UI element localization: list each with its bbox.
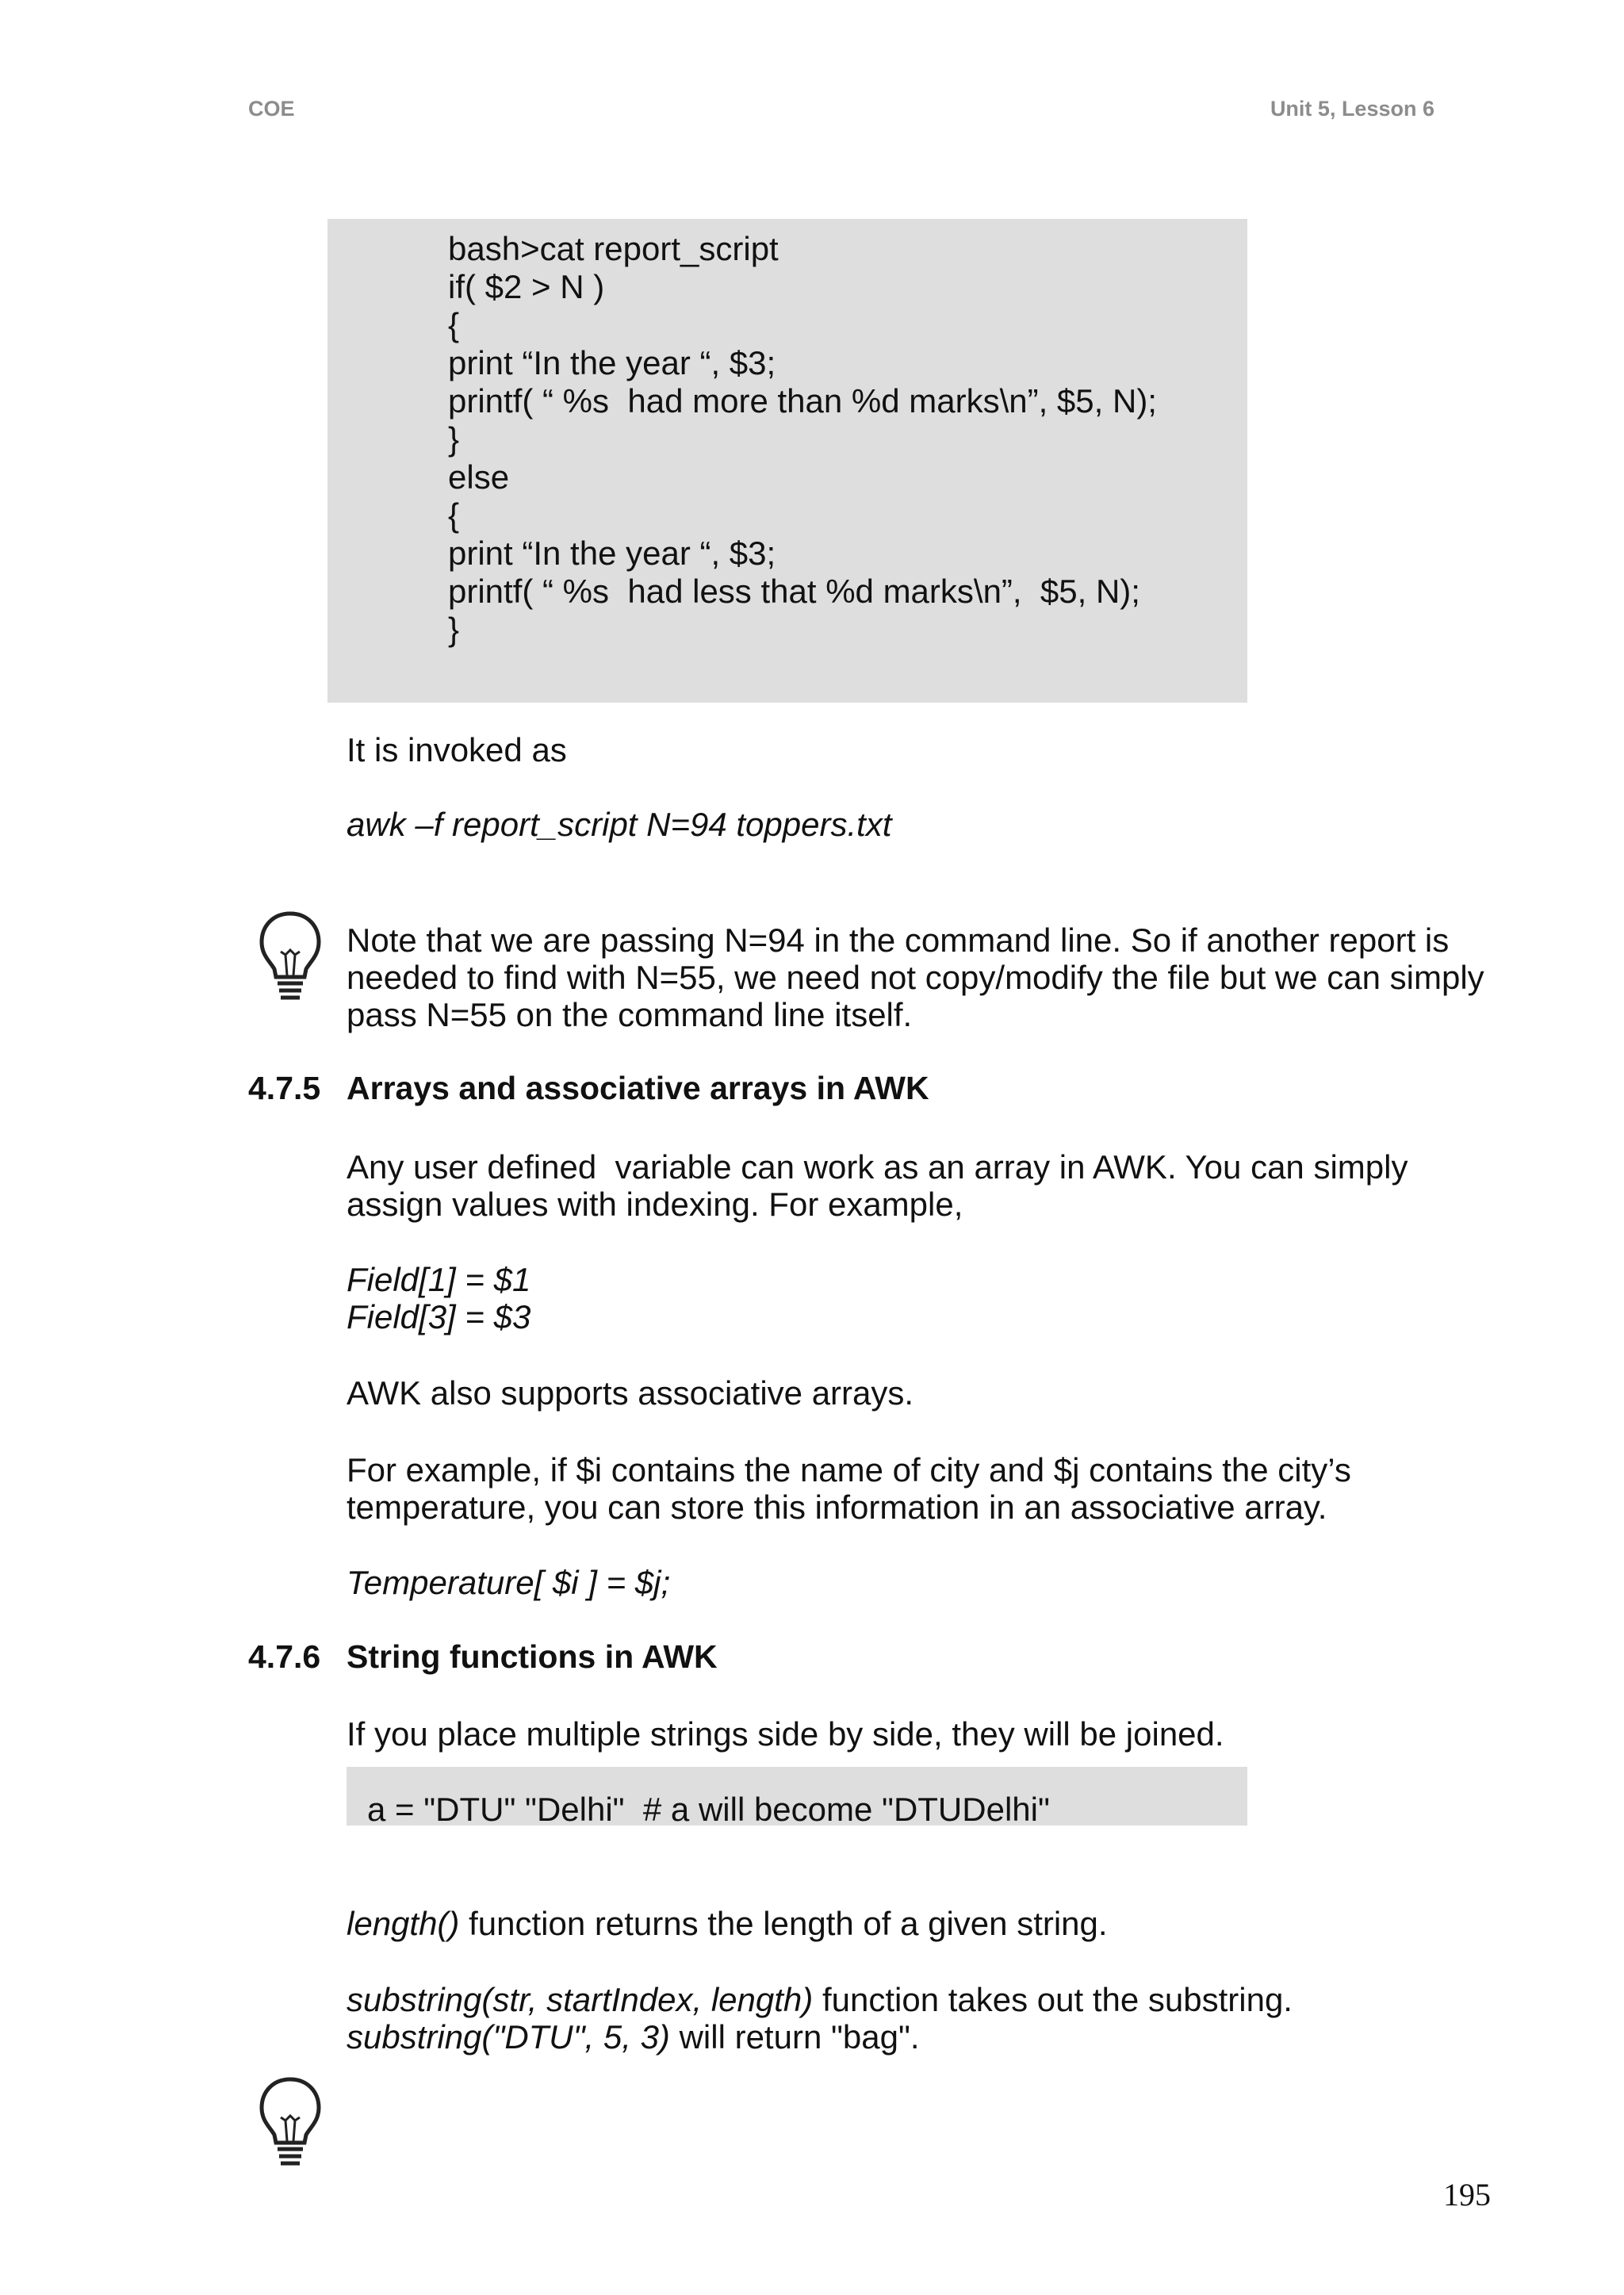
invoke-command: awk –f report_script N=94 toppers.txt xyxy=(347,806,892,843)
code-line: print “In the year “, $3; xyxy=(448,534,776,572)
page-number: 195 xyxy=(1443,2177,1491,2213)
code-block xyxy=(327,219,1247,703)
paragraph-line: If you place multiple strings side by side, they will be joined. xyxy=(347,1715,1224,1753)
code-block xyxy=(347,1767,1247,1826)
section-number: 4.7.5 xyxy=(248,1070,321,1106)
note-line: Note that we are passing N=94 in the command line. So if another report is xyxy=(347,921,1450,959)
example-line: Field[1] = $1 xyxy=(347,1261,531,1298)
paragraph-line: Any user defined variable can work as an array in AWK. You can simply xyxy=(347,1148,1408,1186)
function-description: function returns the length of a given string. xyxy=(459,1905,1108,1942)
section-title: Arrays and associative arrays in AWK xyxy=(347,1070,929,1106)
code-line: print “In the year “, $3; xyxy=(448,344,776,381)
code-line: if( $2 > N ) xyxy=(448,268,605,305)
header-left: COE xyxy=(248,97,295,121)
function-description: function takes out the substring. xyxy=(813,1981,1293,2018)
example-line: Field[3] = $3 xyxy=(347,1298,531,1335)
function-name: substring(str, startIndex, length) xyxy=(347,1981,814,2018)
paragraph-line xyxy=(347,2018,920,2056)
header-right: Unit 5, Lesson 6 xyxy=(1270,97,1434,121)
paragraph-line: temperature, you can store this information in an associative array. xyxy=(347,1488,1327,1526)
code-line: bash>cat report_script xyxy=(448,230,779,267)
note-line: pass N=55 on the command line itself. xyxy=(347,996,913,1033)
code-line: } xyxy=(448,420,460,458)
function-example: substring("DTU", 5, 3) xyxy=(347,2018,670,2056)
section-number: 4.7.6 xyxy=(248,1638,321,1675)
lightbulb-icon xyxy=(259,910,322,1006)
code-line: printf( “ %s had more than %d marks\n”, $5, N); xyxy=(448,382,1157,420)
section-title: String functions in AWK xyxy=(347,1638,718,1675)
code-line: } xyxy=(448,611,460,648)
code-line: { xyxy=(448,306,460,343)
note-line: needed to find with N=55, we need not copy/modify the file but we can simply xyxy=(347,959,1484,996)
example-line: Temperature[ $i ] = $j; xyxy=(347,1564,671,1601)
paragraph-line xyxy=(347,1905,1108,1943)
invoke-text: It is invoked as xyxy=(347,731,567,768)
paragraph-line: For example, if $i contains the name of city and $j contains the city’s xyxy=(347,1451,1351,1488)
code-line: else xyxy=(448,458,510,496)
function-name: length() xyxy=(347,1905,460,1942)
lightbulb-icon xyxy=(259,2076,322,2171)
code-line: { xyxy=(448,496,460,534)
paragraph-line: assign values with indexing. For example, xyxy=(347,1186,963,1223)
code-line: a = "DTU" "Delhi" # a will become "DTUDelhi" xyxy=(367,1791,1050,1826)
code-line: printf( “ %s had less that %d marks\n”, $5, N); xyxy=(448,573,1140,610)
paragraph-line: AWK also supports associative arrays. xyxy=(347,1374,914,1412)
function-result: will return "bag". xyxy=(669,2018,920,2056)
paragraph-line xyxy=(347,1981,1293,2019)
